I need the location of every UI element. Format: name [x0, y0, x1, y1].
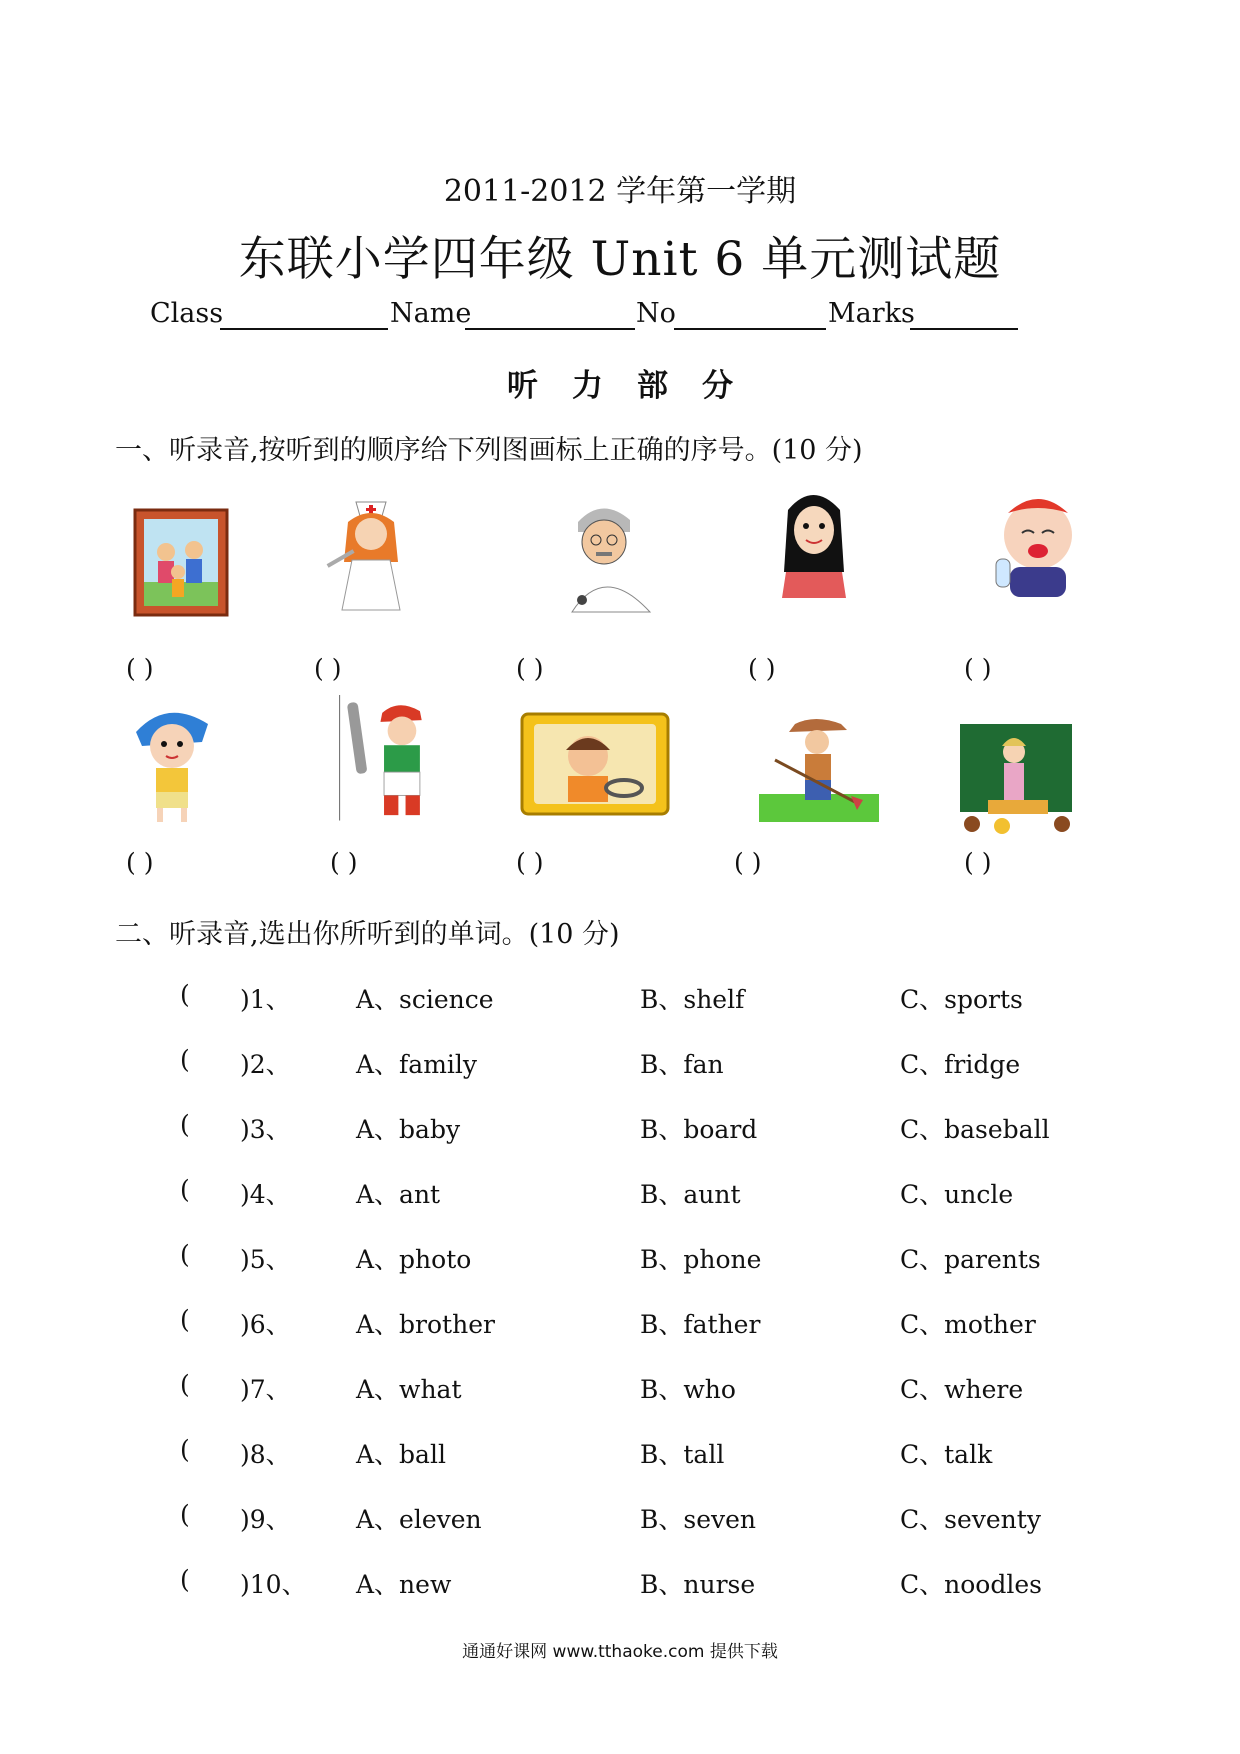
option-a: A、ant — [356, 1180, 441, 1209]
question-number: )1、 — [240, 985, 291, 1014]
picture-9-answer[interactable]: ( ) — [734, 848, 762, 877]
option-b: B、seven — [640, 1505, 757, 1534]
option-a: A、family — [356, 1050, 478, 1079]
answer-blank[interactable]: ( — [180, 1110, 190, 1139]
option-c: C、parents — [900, 1245, 1041, 1274]
picture-5-answer[interactable]: ( ) — [964, 654, 992, 683]
option-b: B、shelf — [640, 985, 745, 1014]
question-number: )6、 — [240, 1310, 291, 1339]
option-b: B、board — [640, 1115, 758, 1144]
option-a: A、science — [356, 985, 494, 1014]
option-c: C、where — [900, 1375, 1024, 1404]
option-b: B、nurse — [640, 1570, 756, 1599]
marks-blank[interactable] — [910, 328, 1018, 330]
picture-4-answer[interactable]: ( ) — [748, 654, 776, 683]
option-b: B、fan — [640, 1050, 724, 1079]
doctor-picture — [552, 492, 672, 622]
farmer-picture — [755, 710, 885, 830]
marks-label: Marks — [828, 298, 915, 329]
question-number: )5、 — [240, 1245, 291, 1274]
answer-blank[interactable]: ( — [180, 1435, 190, 1464]
picture-7-answer[interactable]: ( ) — [330, 848, 358, 877]
baby-picture — [978, 485, 1098, 615]
question-number: )9、 — [240, 1505, 291, 1534]
question-number: )7、 — [240, 1375, 291, 1404]
option-c: C、baseball — [900, 1115, 1050, 1144]
page-title: 东联小学四年级 Unit 6 单元测试题 — [238, 232, 1002, 287]
option-c: C、seventy — [900, 1505, 1041, 1534]
question-row — [0, 980, 1240, 1020]
option-b: B、aunt — [640, 1180, 741, 1209]
question-row — [0, 1435, 1240, 1475]
class-blank[interactable] — [220, 328, 388, 330]
option-b: B、father — [640, 1310, 761, 1339]
teacher-picture — [958, 715, 1078, 845]
question-row — [0, 1240, 1240, 1280]
picture-2-answer[interactable]: ( ) — [314, 654, 342, 683]
footer-source: 通通好课网 www.tthaoke.com 提供下载 — [462, 1642, 778, 1662]
question-row — [0, 1175, 1240, 1215]
answer-blank[interactable]: ( — [180, 1240, 190, 1269]
question-row — [0, 1370, 1240, 1410]
answer-blank[interactable]: ( — [180, 980, 190, 1009]
option-b: B、who — [640, 1375, 736, 1404]
nurse-picture — [318, 492, 438, 622]
option-a: A、eleven — [356, 1505, 482, 1534]
term-line: 2011-2012 学年第一学期 — [443, 174, 797, 209]
option-a: A、baby — [356, 1115, 461, 1144]
option-a: A、ball — [356, 1440, 446, 1469]
option-a: A、brother — [356, 1310, 495, 1339]
class-label: Class — [150, 298, 224, 329]
question-row — [0, 1500, 1240, 1540]
name-blank[interactable] — [465, 328, 635, 330]
family-photo-picture — [130, 500, 250, 630]
answer-blank[interactable]: ( — [180, 1370, 190, 1399]
picture-3-answer[interactable]: ( ) — [516, 654, 544, 683]
question-number: )8、 — [240, 1440, 291, 1469]
question-number: )3、 — [240, 1115, 291, 1144]
option-c: C、uncle — [900, 1180, 1014, 1209]
answer-blank[interactable]: ( — [180, 1175, 190, 1204]
section2-heading: 二、听录音,选出你所听到的单词。(10 分) — [115, 919, 620, 950]
picture-6-answer[interactable]: ( ) — [126, 848, 154, 877]
girl-picture — [768, 480, 888, 610]
question-number: )2、 — [240, 1050, 291, 1079]
answer-blank[interactable]: ( — [180, 1500, 190, 1529]
no-blank[interactable] — [674, 328, 826, 330]
option-a: A、what — [356, 1375, 462, 1404]
option-c: C、mother — [900, 1310, 1036, 1339]
question-number: )10、 — [240, 1570, 307, 1599]
picture-1-answer[interactable]: ( ) — [126, 654, 154, 683]
answer-blank[interactable]: ( — [180, 1565, 190, 1594]
no-label: No — [636, 298, 676, 329]
baseball-player-picture — [333, 695, 453, 825]
driver-picture — [520, 710, 670, 820]
option-c: C、noodles — [900, 1570, 1042, 1599]
question-row — [0, 1305, 1240, 1345]
listening-heading: 听力部分 — [507, 368, 767, 404]
question-row — [0, 1110, 1240, 1150]
answer-blank[interactable]: ( — [180, 1305, 190, 1334]
section1-heading: 一、听录音,按听到的顺序给下列图画标上正确的序号。(10 分) — [115, 435, 863, 466]
picture-10-answer[interactable]: ( ) — [964, 848, 992, 877]
option-c: C、sports — [900, 985, 1023, 1014]
picture-8-answer[interactable]: ( ) — [516, 848, 544, 877]
boy-picture — [122, 702, 242, 832]
question-number: )4、 — [240, 1180, 291, 1209]
option-b: B、phone — [640, 1245, 762, 1274]
option-b: B、tall — [640, 1440, 725, 1469]
name-label: Name — [390, 298, 472, 329]
option-c: C、fridge — [900, 1050, 1021, 1079]
option-c: C、talk — [900, 1440, 993, 1469]
option-a: A、photo — [356, 1245, 472, 1274]
option-a: A、new — [356, 1570, 452, 1599]
question-row — [0, 1565, 1240, 1605]
answer-blank[interactable]: ( — [180, 1045, 190, 1074]
question-row — [0, 1045, 1240, 1085]
